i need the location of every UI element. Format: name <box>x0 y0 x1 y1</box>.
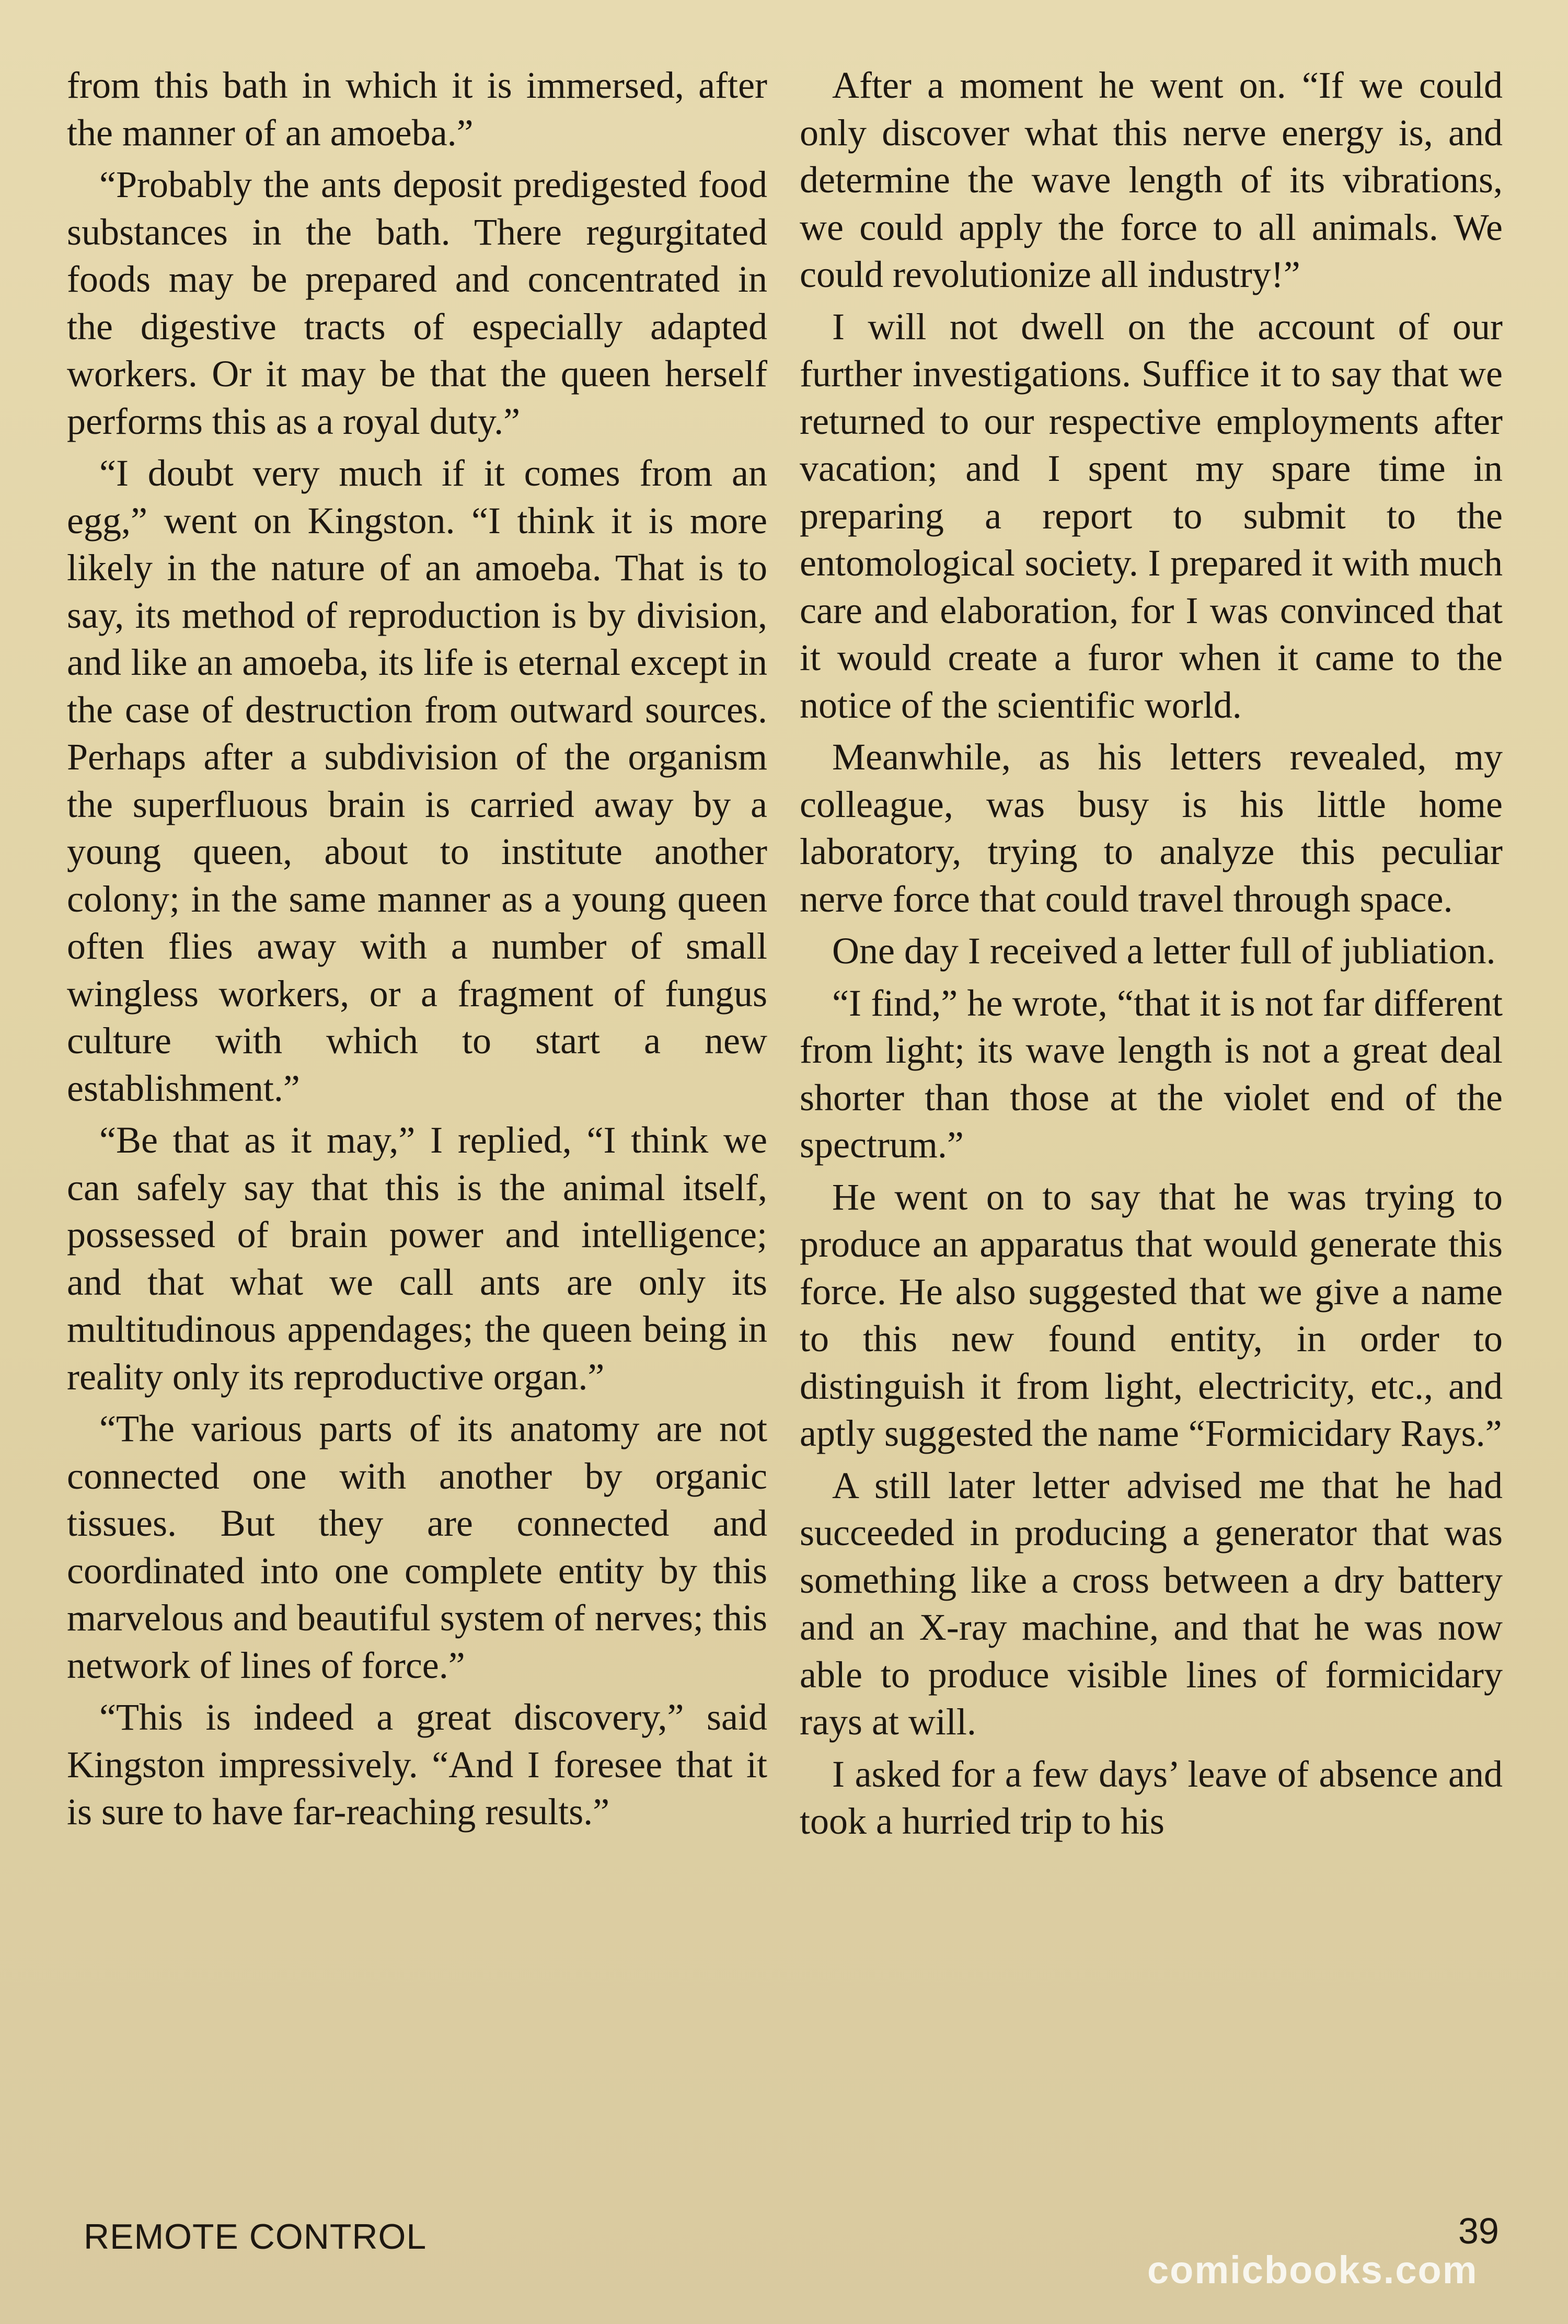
site-watermark: comicbooks.com <box>1147 2248 1478 2292</box>
paragraph: A still later letter advised me that he had succeeded in producing a generator that was something like a cross between a dry battery and an X-ray machine, and that he was now able to produce visible lines of formicidary rays at will. <box>800 1464 1503 1743</box>
right-text-column <box>800 62 1503 1850</box>
paragraph: “This is indeed a great discovery,” said Kingston impressively. “And I foresee that it is sure to have far-reaching results.” <box>67 1696 767 1833</box>
left-text-column <box>67 62 767 1840</box>
running-footer-title: REMOTE CONTROL <box>84 2217 427 2257</box>
paragraph: He went on to say that he was trying to produce an apparatus that would generate this force. He also suggested that we give a name to this new found entity, in order to distinguish it from light, electricity, etc., and aptly suggested the name “Formicidary Rays.” <box>800 1176 1503 1454</box>
paragraph: “I doubt very much if it comes from an egg,” went on Kingston. “I think it is more likely in the nature of an amoeba. That is to say, its method of reproduction is by division, and like an amoeba, its life is eternal except in the case of destruction from outward sources. Perhaps after a subdivision of the organism the superfluous brain is carried away by a young queen, about to institute another colony; in the same manner as a young queen often flies away with a number of small wingless workers, or a fragment of fungus culture with which to start a new establishment.” <box>67 452 767 1109</box>
paragraph: “Be that as it may,” I replied, “I think we can safely say that this is the animal itself, possessed of brain power and intelligence; and that what we call ants are only its multitudinous appendages; the queen being in reality only its reproductive organ.” <box>67 1119 767 1398</box>
paragraph: “The various parts of its anatomy are not connected one with another by organic tissues. But they are connected and coordinated into one complete entity by this marvelous and beautiful system of nerves; this network of lines of force.” <box>67 1408 767 1686</box>
paragraph: “I find,” he wrote, “that it is not far different from light; its wave length is not a great deal shorter than those at the violet end of the spectrum.” <box>800 982 1503 1166</box>
paragraph: One day I received a letter full of jubliation. <box>832 930 1496 972</box>
page-number: 39 <box>1458 2211 1499 2251</box>
paragraph: I asked for a few days’ leave of absence and took a hurried trip to his <box>800 1753 1503 1842</box>
paragraph: After a moment he went on. “If we could only discover what this nerve energy is, and determine the wave length of its vibrations, we could apply the force to all animals. We could revolutionize all industry!” <box>800 64 1503 295</box>
paragraph: “Probably the ants deposit predigested food substances in the bath. There regurgitated foods may be prepared and concentrated in the digestive tracts of especially adapted workers. Or it may be that the queen herself performs this as a royal duty.” <box>67 164 767 442</box>
paragraph: Meanwhile, as his letters revealed, my colleague, was busy is his little home laboratory, trying to analyze this peculiar nerve force that could travel through space. <box>800 736 1503 920</box>
paragraph: from this bath in which it is immersed, after the manner of an amoeba.” <box>67 64 767 154</box>
paragraph: I will not dwell on the account of our further investigations. Suffice it to say that we returned to our respective employments after vacation; and I spent my spare time in preparing a report to submit to the entomological society. I prepared it with much care and elaboration, for I was convinced that it would create a furor when it came to the notice of the scientific world. <box>800 305 1503 726</box>
